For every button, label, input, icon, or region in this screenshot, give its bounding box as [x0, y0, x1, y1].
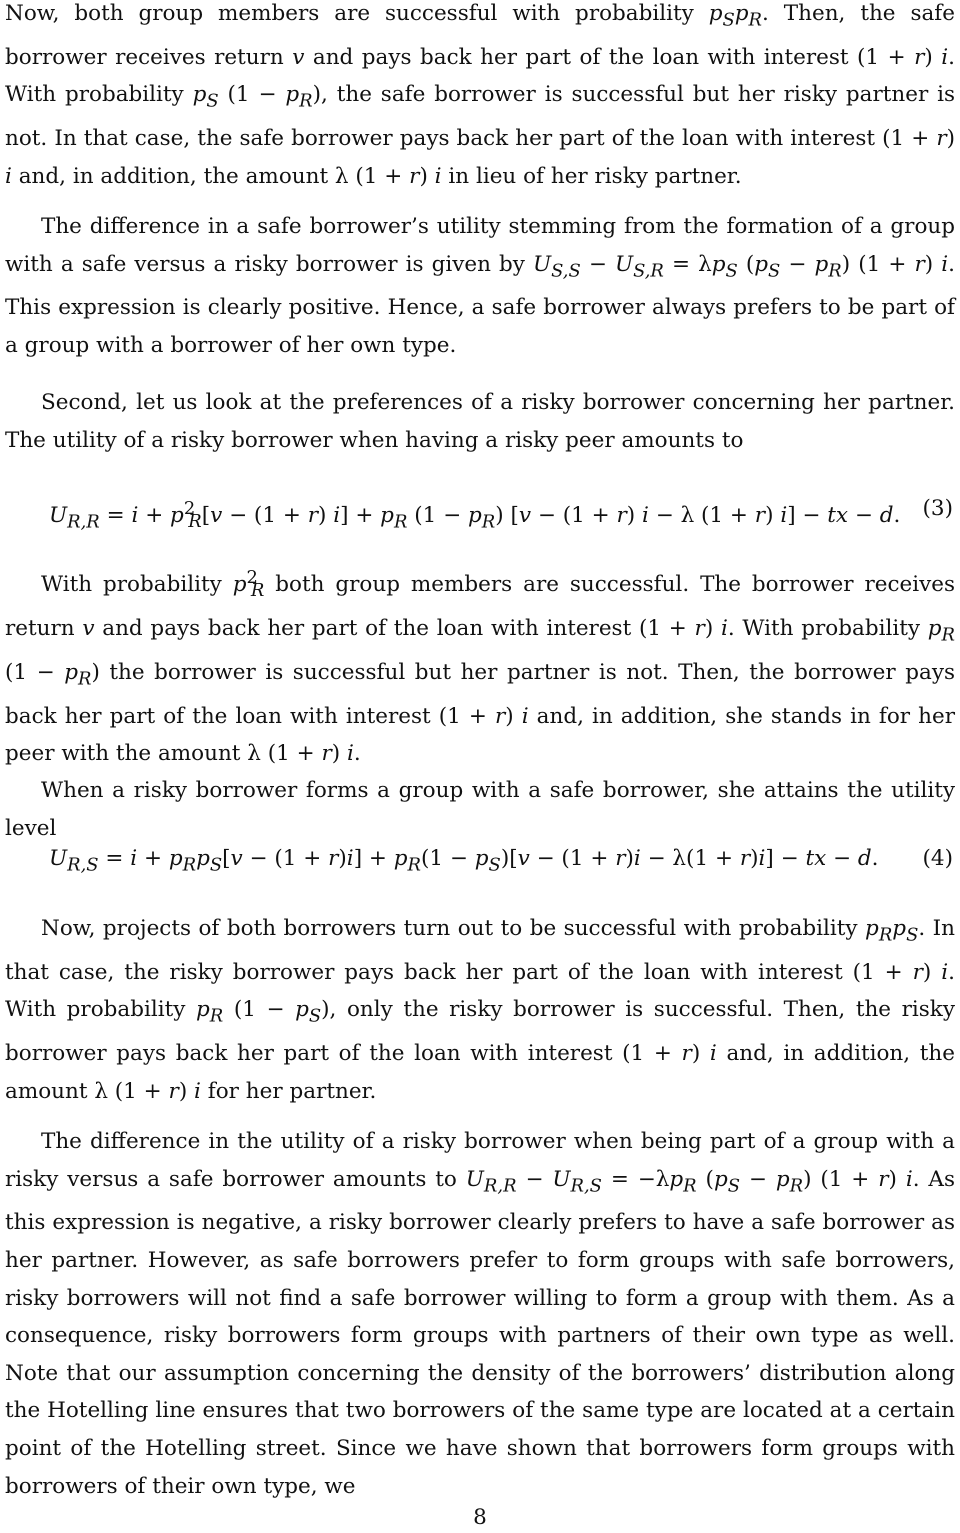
paragraph-text: The difference in the utility of a risky borrower when being part of a group with a risky versus a safe borrower amounts to $U_{R,R} - U_{R,S} = -\lambda p_R$ $(p_S - p_R) (1 + r)$ i. As this expression is negative, a risky borrower clearly prefers to have a safe borrower as her partner. However, as safe borrowers prefer to form groups with safe borrowers, risky borrowers will not find a safe borrower willing to form a group with them. As a consequence, risky borrowers form groups with partners of their own type as well. Note that our assumption concerning the density of the borrowers’ distribution along the Hotelling line ensures that two borrowers of the same type are located at a certain point of the Hotelling street. Since we have shown that borrowers form groups with borrowers of their own type, we — [5, 1129, 955, 1499]
paragraph-risky-utility-difference — [5, 1123, 955, 1505]
paragraph-safe-utility-difference — [5, 208, 955, 365]
paragraph-risky-safe-intro — [5, 772, 955, 847]
paragraph-risky-safe-explanation — [5, 910, 955, 1111]
paragraph-text: The difference in a safe borrower’s utility stemming from the formation of a group with a safe versus a risky borrower is given by $U_{S,S} - U_{S,R} = \lambda p_S$ $(p_S - p_R) (1 + r)$ i. This expression is clearly positive. Hence, a safe borrower always prefers to be part of a group with a borrower of her own type. — [5, 214, 955, 359]
equation-number: (4) — [922, 846, 953, 871]
equation-expression: $U_{R,S} = i + p_Rp_S[v - (1 + r)i] + p_R(1 - p_S)[v - (1 + r)i - \lambda(1 + r)i]$ − tx − d. — [49, 846, 879, 876]
paragraph-text: With probability $p^2_R$ both group members are successful. The borrower receives return v and pays back her part of the loan with interest (1 + r) i. With probability $p_R$ $(1 - p_R)$ the borrower is successful but her partner is not. Then, the borrower pays back her part of the loan with interest (1 + r) i and, in addition, she stands in for her peer with the amount λ (1 + r) i. — [5, 567, 956, 767]
equation-3 — [5, 490, 955, 533]
paragraph-text: Now, projects of both borrowers turn out to be successful with probability $p_Rp_S$. In that case, the risky borrower pays back her part of the loan with interest (1 + r) i. With probability $p_R$ $(1 - p_S)$, only the risky borrower is successful. Then, the risky borrower pays back her part of the loan with interest (1 + r) i and, in addition, the amount λ (1 + r) i for her partner. — [5, 916, 955, 1104]
equation-expression: $U_{R,R} = i + p^2_R[v - (1 + r) i] + p_R$ $(1 - p_R)$ [v − (1 + r) i − λ (1 + r) i] − tx − d. — [49, 498, 901, 533]
paragraph-risky-risky-explanation — [5, 559, 955, 773]
equation-number: (3) — [922, 496, 953, 521]
equation-4 — [5, 840, 955, 878]
paragraph-risky-preferences-intro — [5, 384, 955, 459]
paragraph-safe-borrower-success — [5, 0, 955, 196]
paragraph-text: Second, let us look at the preferences of a risky borrower concerning her partner. The utility of a risky borrower when having a risky peer amounts to — [5, 390, 955, 453]
page-number: 8 — [473, 1505, 487, 1530]
paragraph-text: When a risky borrower forms a group with a safe borrower, she attains the utility level — [5, 778, 955, 841]
paragraph-text: Now, both group members are successful with probability $p_Sp_R$. Then, the safe borrower receives return v and pays back her part of the loan with interest (1 + r) i. With probability $p_S$ $(1 - p_R)$, the safe borrower is successful but her risky partner is not. In that case, the safe borrower pays back her part of the loan with interest (1 + r) i and, in addition, the amount λ (1 + r) i in lieu of her risky partner. — [5, 1, 956, 189]
